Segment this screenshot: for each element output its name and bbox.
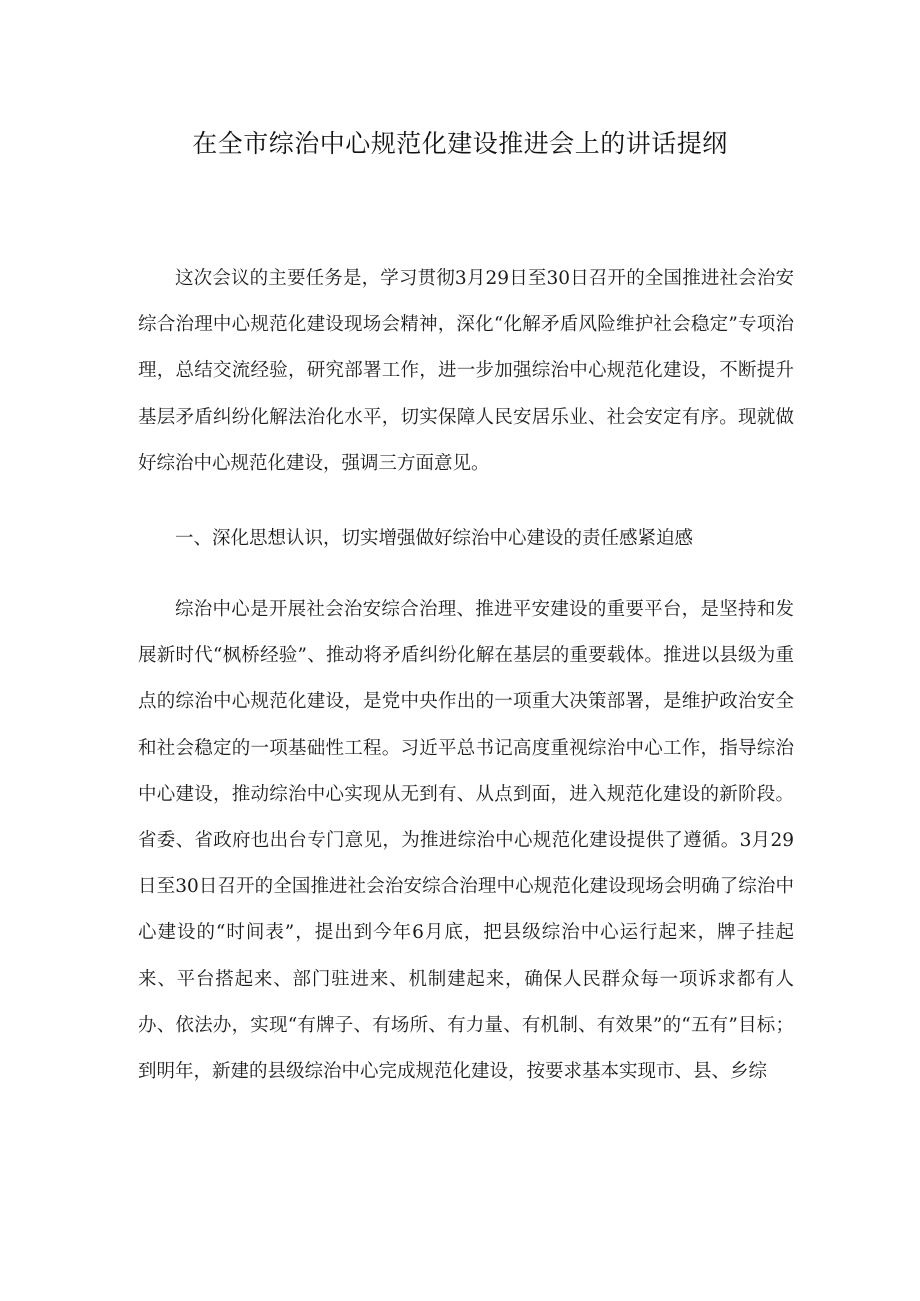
section-body-paragraph: 综治中心是开展社会治安综合治理、推进平安建设的重要平台，是坚持和发展新时代“枫桥经验”、推动将矛盾纠纷化解在基层的重要载体。推进以县级为重点的综治中心规范化建设，是党中央作出的一项重大决策部署，是维护政治安全和社会稳定的一项基础性工程。习近平总书记高度重视综治中心工作，指导综治中心建设，推动综治中心实现从无到有、从点到面，进入规范化建设的新阶段。省委、省政府也出台专门意见，为推进综治中心规范化建设提供了遵循。3月29日至30日召开的全国推进社会治安综合治理中心规范化建设现场会明确了综治中心建设的“时间表”，提出到今年6月底，把县级综治中心运行起来，牌子挂起来、平台搭起来、部门驻进来、机制建起来，确保人民群众每一项诉求都有人办、依法办，实现“有牌子、有场所、有力量、有机制、有效果”的“五有”目标；到明年，新建的县级综治中心完成规范化建设，按要求基本实现市、县、乡综 — [138, 599, 794, 1083]
document-title: 在全市综治中心规范化建设推进会上的讲话提纲 — [192, 129, 728, 158]
section-heading-1: 一、深化思想认识，切实增强做好综治中心建设的责任感紧迫感 — [175, 528, 694, 549]
intro-paragraph: 这次会议的主要任务是，学习贯彻3月29日至30日召开的全国推进社会治安综合治理中心规范化建设现场会精神，深化“化解矛盾风险维护社会稳定”专项治理，总结交流经验，研究部署工作，进一步加强综治中心规范化建设，不断提升基层矛盾纠纷化解法治化水平，切实保障人民安居乐业、社会安定有序。现就做好综治中心规范化建设，强调三方面意见。 — [138, 268, 794, 474]
section-body-block — [138, 587, 794, 1095]
intro-paragraph-block — [138, 256, 794, 487]
section-heading-block — [138, 516, 794, 562]
